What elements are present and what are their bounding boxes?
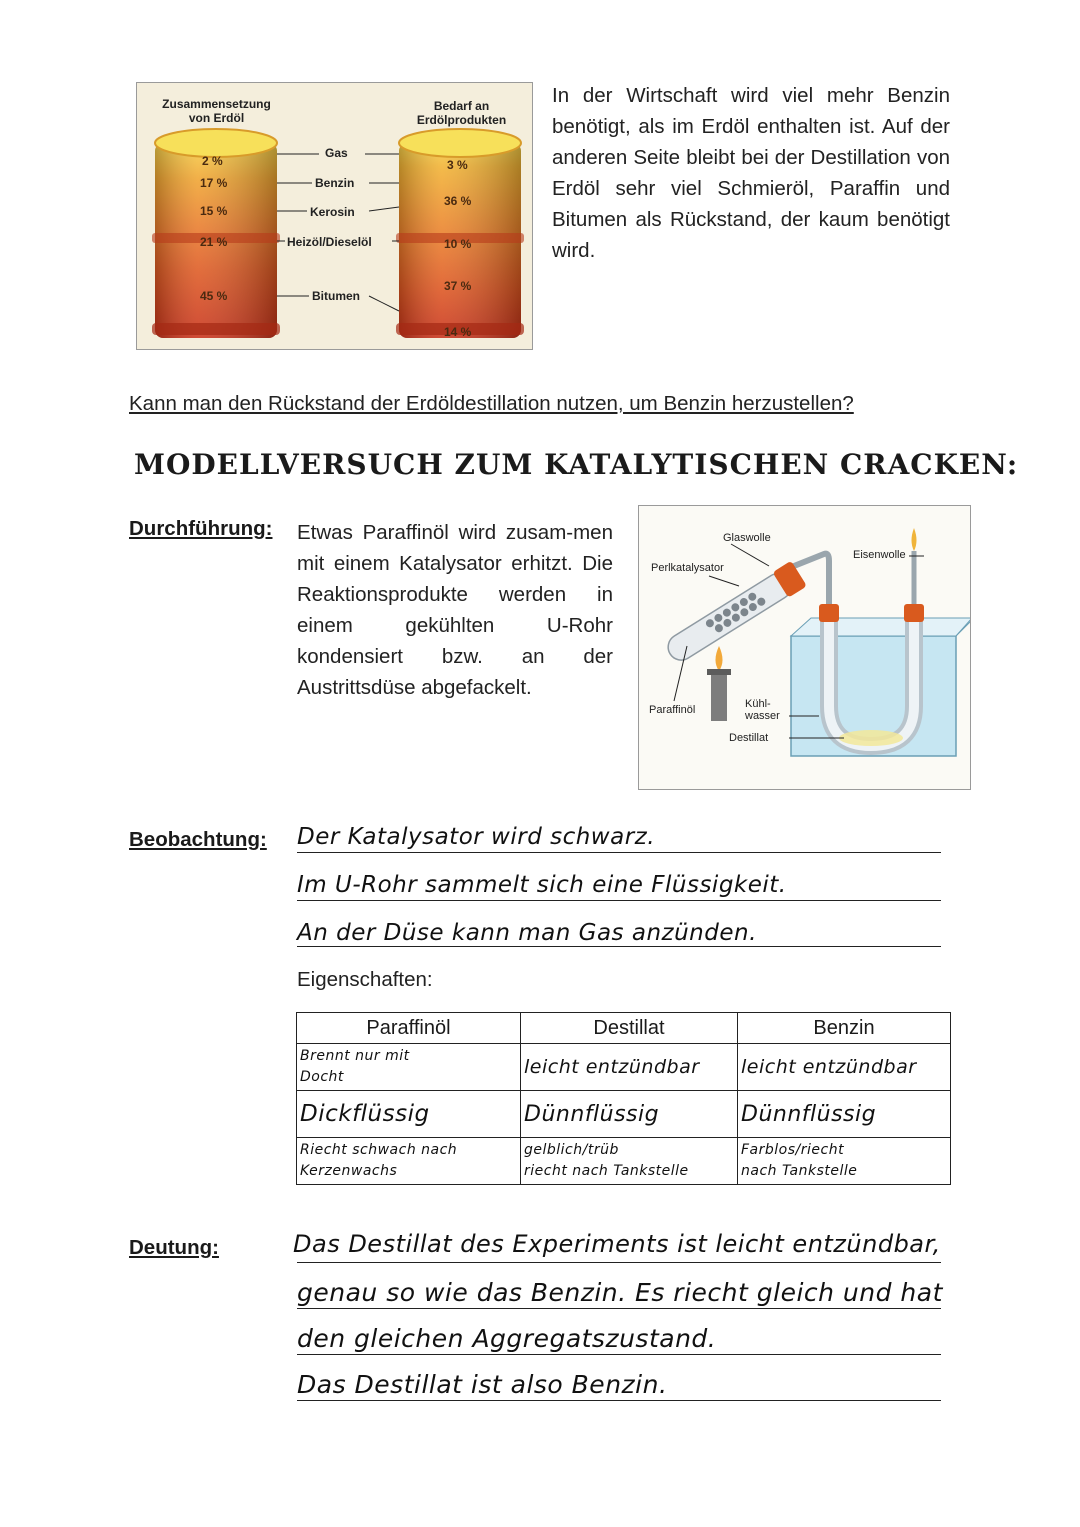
cell-text: Brennt nur mit Docht (300, 1048, 410, 1085)
research-question: Kann man den Rückstand der Erdöldestillation nutzen, um Benzin herzustellen? (129, 392, 854, 415)
table-cell (738, 1138, 951, 1185)
cell-text: Dünnflüssig (741, 1101, 877, 1127)
procedure-text: Etwas Paraffinöl wird zusam-men mit einem Katalysator erhitzt. Die Reaktionsprodukte werden in einem gekühlten U-Rohr kondensiert bzw. an der Austrittsdüse abgefackelt. (297, 521, 613, 699)
interpretation-rule-4 (297, 1400, 941, 1401)
header-destillat: Destillat (521, 1013, 738, 1044)
table-cell (738, 1091, 951, 1138)
oil-composition-figure (136, 82, 533, 350)
table-row (297, 1138, 951, 1185)
interpretation-rule-1 (297, 1262, 941, 1263)
left-percent-kerosin: 15 % (200, 204, 228, 218)
cell-text: Farblos/riecht nach Tankstelle (741, 1142, 858, 1179)
product-bitumen: Bitumen (312, 289, 360, 303)
interpretation-rule-2 (297, 1308, 941, 1309)
label-kuehlwasser: Kühl- wasser (745, 698, 780, 722)
properties-table (296, 1012, 951, 1185)
table-cell (521, 1138, 738, 1185)
demand-title: Bedarf an Erdölprodukten (416, 99, 507, 127)
cell-text: leicht entzündbar (524, 1055, 700, 1078)
product-kerosin: Kerosin (310, 205, 355, 219)
cell-text: Dünnflüssig (524, 1101, 660, 1127)
interpretation-rule-3 (297, 1354, 941, 1355)
cell-text: Dickflüssig (300, 1100, 430, 1127)
procedure-label: Durchführung: (129, 517, 273, 540)
right-percent-heizoel: 37 % (444, 279, 472, 293)
observation-rule-3 (297, 946, 941, 947)
table-cell (521, 1044, 738, 1091)
left-percent-heizoel: 21 % (200, 235, 228, 249)
product-heizoel: Heizöl/Dieselöl (287, 235, 372, 249)
table-row (297, 1091, 951, 1138)
observation-rule-1 (297, 852, 941, 853)
header-benzin: Benzin (738, 1013, 951, 1044)
observation-label: Beobachtung: (129, 828, 267, 851)
composition-title: Zusammensetzung von Erdöl (162, 97, 271, 125)
observation-line-1: Der Katalysator wird schwarz. (297, 824, 656, 850)
header-paraffinoel: Paraffinöl (297, 1013, 521, 1044)
observation-line-2: Im U-Rohr sammelt sich eine Flüssigkeit. (297, 872, 787, 898)
label-perlkatalysator: Perlkatalysator (651, 562, 724, 574)
interpretation-line-1: Das Destillat des Experiments ist leicht entzündbar, (293, 1230, 941, 1258)
cell-text: gelblich/trüb riecht nach Tankstelle (524, 1142, 689, 1179)
table-cell (297, 1138, 521, 1185)
left-percent-gas: 2 % (202, 154, 223, 168)
right-percent-kerosin: 10 % (444, 237, 472, 251)
label-eisenwolle: Eisenwolle (853, 549, 906, 561)
cell-text: Riecht schwach nach Kerzenwachs (300, 1142, 458, 1179)
table-row (297, 1044, 951, 1091)
interpretation-line-4: Das Destillat ist also Benzin. (297, 1370, 668, 1399)
product-benzin: Benzin (315, 176, 355, 190)
apparatus-figure (638, 505, 971, 790)
cracking-apparatus-illustration (639, 506, 971, 790)
right-percent-gas: 3 % (447, 158, 468, 172)
table-cell (738, 1044, 951, 1091)
label-paraffinoel: Paraffinöl (649, 704, 696, 716)
intro-paragraph: In der Wirtschaft wird viel mehr Benzin benötigt, als im Erdöl enthalten ist. Auf der anderen Seite bleibt bei der Destillation von Erdöl sehr viel Schmieröl, Paraffin und Bitumen als Rückstand, der kaum benötigt wird. (552, 84, 950, 262)
label-destillat: Destillat (729, 732, 769, 744)
label-glaswolle: Glaswolle (723, 532, 771, 544)
interpretation-line-2: genau so wie das Benzin. Es riecht gleich und hat (297, 1278, 943, 1307)
table-cell (297, 1091, 521, 1138)
observation-rule-2 (297, 900, 941, 901)
right-percent-benzin: 36 % (444, 194, 472, 208)
table-header-row (297, 1013, 951, 1044)
observation-line-3: An der Düse kann man Gas anzünden. (297, 920, 757, 946)
right-percent-bitumen: 14 % (444, 325, 472, 339)
product-gas: Gas (325, 146, 348, 160)
interpretation-line-3: den gleichen Aggregatszustand. (297, 1324, 717, 1353)
table-cell (521, 1091, 738, 1138)
cell-text: leicht entzündbar (741, 1055, 917, 1078)
left-percent-benzin: 17 % (200, 176, 228, 190)
properties-label: Eigenschaften: (297, 968, 433, 991)
left-percent-bitumen: 45 % (200, 289, 228, 303)
interpretation-label: Deutung: (129, 1236, 219, 1259)
experiment-heading: MODELLVERSUCH ZUM KATALYTISCHEN CRACKEN: (134, 448, 1019, 481)
table-cell (297, 1044, 521, 1091)
